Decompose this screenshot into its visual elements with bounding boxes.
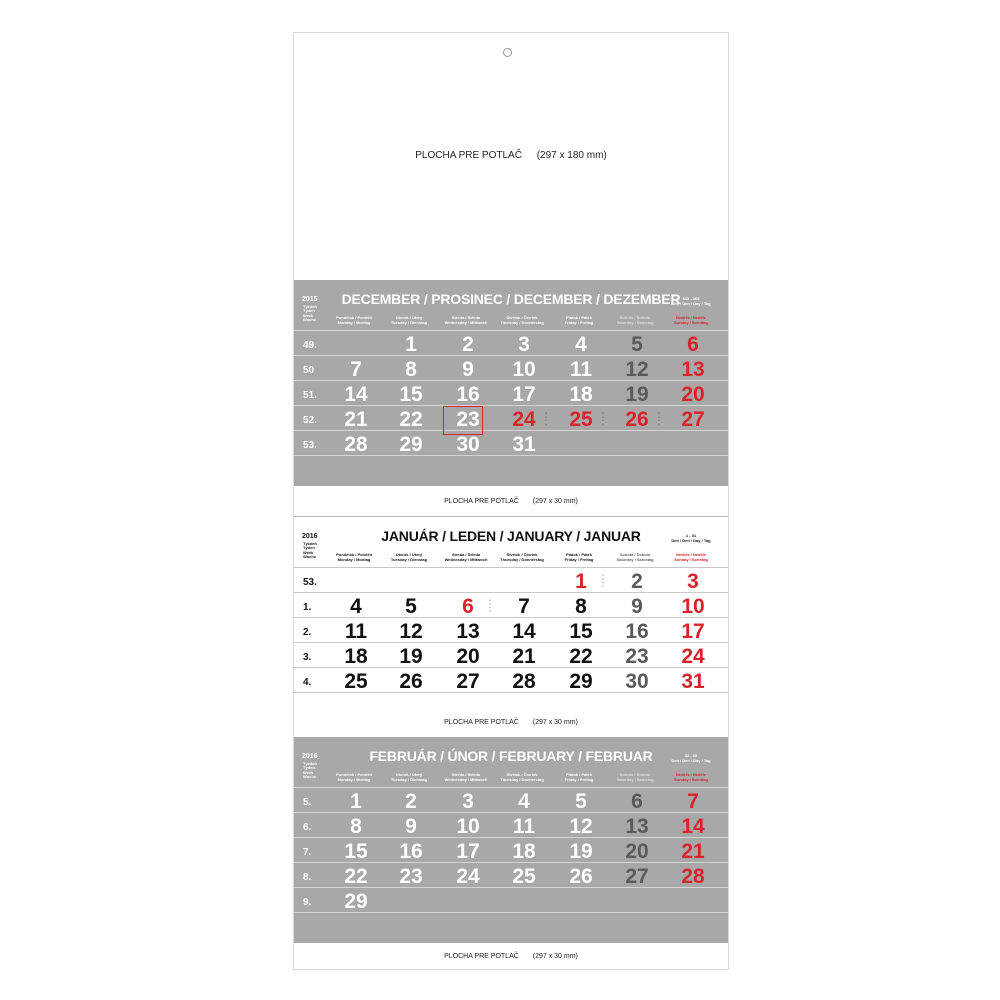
holiday-marker: o o o o	[545, 411, 547, 426]
holiday-marker: o o o o	[658, 411, 660, 426]
day-cell: 24	[512, 408, 536, 431]
day-cell: 3	[687, 570, 699, 593]
day-header: Nedeľa / Neděle Sunday / Sonntag	[674, 552, 708, 562]
day-cell: 10	[681, 595, 705, 618]
day-cell: 14	[681, 815, 705, 838]
day-cell: 28	[681, 865, 705, 888]
day-cell: 22	[344, 865, 368, 888]
day-range: 32 - 60 Deň / Den / Day / Tag	[671, 753, 711, 763]
month-panel-december	[294, 280, 728, 486]
month-title: DECEMBER / PROSINEC / DECEMBER / DEZEMBER	[341, 291, 681, 307]
day-cell: 12	[569, 815, 593, 838]
week-number: 1.	[303, 602, 312, 613]
day-cell: 22	[569, 645, 593, 668]
week-number: 2.	[303, 627, 312, 638]
day-cell: 5	[575, 790, 587, 813]
day-cell: 28	[344, 433, 368, 456]
day-cell: 29	[569, 670, 593, 693]
day-cell: 13	[625, 815, 649, 838]
day-cell: 1	[350, 790, 362, 813]
week-number: 9.	[303, 897, 312, 908]
week-column-label: Týždeň Týden Week Woche	[303, 761, 317, 780]
day-range: 335 - 365 Deň / Den / Day / Tag	[671, 296, 711, 306]
day-cell: 18	[344, 645, 368, 668]
day-cell: 13	[456, 620, 480, 643]
day-cell: 30	[456, 433, 480, 456]
day-cell: 3	[462, 790, 474, 813]
day-cell: 9	[405, 815, 417, 838]
day-cell: 26	[399, 670, 423, 693]
day-cell: 29	[344, 890, 368, 913]
day-cell: 19	[399, 645, 423, 668]
week-number: 53.	[303, 577, 317, 588]
day-cell: 10	[456, 815, 480, 838]
day-cell: 23	[399, 865, 423, 888]
print-area-label-2	[294, 719, 728, 726]
day-header: Streda / Středa Wednesday / Mittwoch	[444, 552, 488, 562]
month-header	[294, 517, 728, 565]
day-cell: 30	[625, 670, 649, 693]
day-cell: 14	[344, 383, 368, 406]
month-header	[294, 737, 728, 785]
day-cell: 19	[625, 383, 649, 406]
week-column-label: Týždeň Týden Week Woche	[303, 304, 317, 323]
day-header: Utorok / Úterý Tuesday / Dienstag	[390, 772, 428, 782]
day-cell: 3	[518, 333, 530, 356]
day-cell: 16	[456, 383, 480, 406]
print-area-text: PLOCHA PRE POTLAČ	[444, 953, 519, 960]
week-number: 4.	[303, 677, 312, 688]
day-cell: 13	[681, 358, 705, 381]
row-divider	[294, 567, 728, 568]
week-number: 8.	[303, 872, 312, 883]
calendar-sheet	[293, 32, 729, 970]
week-number: 49.	[303, 340, 317, 351]
day-cell: 26	[569, 865, 593, 888]
row-divider	[294, 330, 728, 331]
day-cell: 4	[350, 595, 362, 618]
day-cell: 15	[569, 620, 593, 643]
day-cell: 16	[399, 840, 423, 863]
week-column-label: Týždeň Týden Week Woche	[303, 541, 317, 560]
day-header: Nedeľa / Neděle Sunday / Sonntag	[674, 315, 708, 325]
day-cell: 7	[518, 595, 530, 618]
day-header: Pondelok / Pondělí Monday / Montag	[336, 772, 372, 782]
day-header: Utorok / Úterý Tuesday / Dienstag	[390, 552, 428, 562]
day-header: Sobota / Sobota Saturday / Samstag	[616, 315, 654, 325]
print-area-text: PLOCHA PRE POTLAČ	[444, 498, 519, 505]
week-number: 53.	[303, 440, 317, 451]
day-cell: 19	[569, 840, 593, 863]
day-cell: 21	[681, 840, 705, 863]
day-cell: 29	[399, 433, 423, 456]
day-cell: 26	[625, 408, 649, 431]
current-day-frame	[443, 406, 483, 435]
day-cell: 2	[405, 790, 417, 813]
hanging-hole	[503, 48, 512, 57]
day-cell: 2	[631, 570, 643, 593]
day-cell: 6	[462, 595, 474, 618]
day-cell: 27	[681, 408, 705, 431]
day-header: Piatok / Pátek Friday / Freitag	[564, 552, 594, 562]
day-header: Štvrtok / Čtvrtek Thursday / Donnerstag	[500, 772, 544, 782]
day-cell: 11	[512, 815, 536, 838]
day-cell: 20	[625, 840, 649, 863]
day-cell: 25	[344, 670, 368, 693]
month-title: JANUÁR / LEDEN / JANUARY / JANUAR	[381, 528, 641, 544]
day-cell: 9	[462, 358, 474, 381]
day-header: Nedeľa / Neděle Sunday / Sonntag	[674, 772, 708, 782]
month-panel-january	[294, 516, 728, 713]
year-label: 2015	[302, 296, 318, 303]
year-label: 2016	[302, 753, 318, 760]
day-cell: 9	[631, 595, 643, 618]
print-area-label-top	[294, 150, 728, 161]
day-cell: 12	[399, 620, 423, 643]
day-cell: 11	[569, 358, 593, 381]
day-cell: 7	[687, 790, 699, 813]
week-number: 5.	[303, 797, 312, 808]
day-header: Utorok / Úterý Tuesday / Dienstag	[390, 315, 428, 325]
day-cell: 10	[512, 358, 536, 381]
day-cell: 17	[456, 840, 480, 863]
day-cell: 2	[462, 333, 474, 356]
day-cell: 5	[631, 333, 643, 356]
day-cell: 15	[399, 383, 423, 406]
day-cell: 20	[681, 383, 705, 406]
month-panel-february	[294, 737, 728, 943]
day-cell: 23	[456, 408, 480, 431]
day-cell: 28	[512, 670, 536, 693]
week-number: 3.	[303, 652, 312, 663]
day-header: Štvrtok / Čtvrtek Thursday / Donnerstag	[500, 552, 544, 562]
day-cell: 16	[625, 620, 649, 643]
print-area-label-3	[294, 953, 728, 960]
day-cell: 27	[456, 670, 480, 693]
week-number: 52.	[303, 415, 317, 426]
day-range: 1 - 31 Deň / Den / Day / Tag	[671, 533, 711, 543]
day-cell: 23	[625, 645, 649, 668]
day-cell: 24	[681, 645, 705, 668]
day-cell: 20	[456, 645, 480, 668]
day-cell: 8	[350, 815, 362, 838]
day-cell: 5	[405, 595, 417, 618]
day-cell: 21	[512, 645, 536, 668]
day-cell: 31	[681, 670, 705, 693]
print-area-size: (297 x 30 mm)	[532, 719, 578, 726]
day-cell: 18	[569, 383, 593, 406]
day-cell: 27	[625, 865, 649, 888]
day-header: Streda / Středa Wednesday / Mittwoch	[444, 315, 488, 325]
week-number: 50	[303, 365, 315, 376]
day-header: Štvrtok / Čtvrtek Thursday / Donnerstag	[500, 315, 544, 325]
day-cell: 11	[344, 620, 368, 643]
day-header: Pondelok / Pondělí Monday / Montag	[336, 552, 372, 562]
day-cell: 8	[405, 358, 417, 381]
day-cell: 12	[625, 358, 649, 381]
print-area-size: (297 x 180 mm)	[536, 150, 607, 161]
week-number: 6.	[303, 822, 312, 833]
day-cell: 1	[575, 570, 587, 593]
day-cell: 25	[512, 865, 536, 888]
day-cell: 6	[631, 790, 643, 813]
year-label: 2016	[302, 533, 318, 540]
print-area-label-1	[294, 498, 728, 505]
day-cell: 18	[512, 840, 536, 863]
month-header	[294, 280, 728, 328]
print-area-text: PLOCHA PRE POTLAČ	[415, 150, 522, 161]
day-cell: 17	[681, 620, 705, 643]
day-header: Pondelok / Pondělí Monday / Montag	[336, 315, 372, 325]
day-cell: 4	[518, 790, 530, 813]
day-cell: 15	[344, 840, 368, 863]
day-cell: 22	[399, 408, 423, 431]
day-header: Sobota / Sobota Saturday / Samstag	[616, 552, 654, 562]
day-header: Streda / Středa Wednesday / Mittwoch	[444, 772, 488, 782]
day-cell: 14	[512, 620, 536, 643]
print-area-size: (297 x 30 mm)	[532, 498, 578, 505]
day-cell: 17	[512, 383, 536, 406]
holiday-marker: o o o o	[602, 411, 604, 426]
day-header: Piatok / Pátek Friday / Freitag	[564, 315, 594, 325]
week-number: 7.	[303, 847, 312, 858]
day-cell: 8	[575, 595, 587, 618]
day-cell: 7	[350, 358, 362, 381]
day-header: Piatok / Pátek Friday / Freitag	[564, 772, 594, 782]
print-area-text: PLOCHA PRE POTLAČ	[444, 719, 519, 726]
holiday-marker: o o o o	[489, 598, 491, 613]
row-divider	[294, 787, 728, 788]
day-cell: 21	[344, 408, 368, 431]
day-header: Sobota / Sobota Saturday / Samstag	[616, 772, 654, 782]
day-cell: 31	[512, 433, 536, 456]
month-title: FEBRUÁR / ÚNOR / FEBRUARY / FEBRUAR	[369, 748, 653, 764]
holiday-marker: o o o o	[602, 573, 604, 588]
day-cell: 24	[456, 865, 480, 888]
day-cell: 6	[687, 333, 699, 356]
week-number: 51.	[303, 390, 317, 401]
print-area-size: (297 x 30 mm)	[532, 953, 578, 960]
day-cell: 1	[405, 333, 417, 356]
day-cell: 25	[569, 408, 593, 431]
day-cell: 4	[575, 333, 587, 356]
